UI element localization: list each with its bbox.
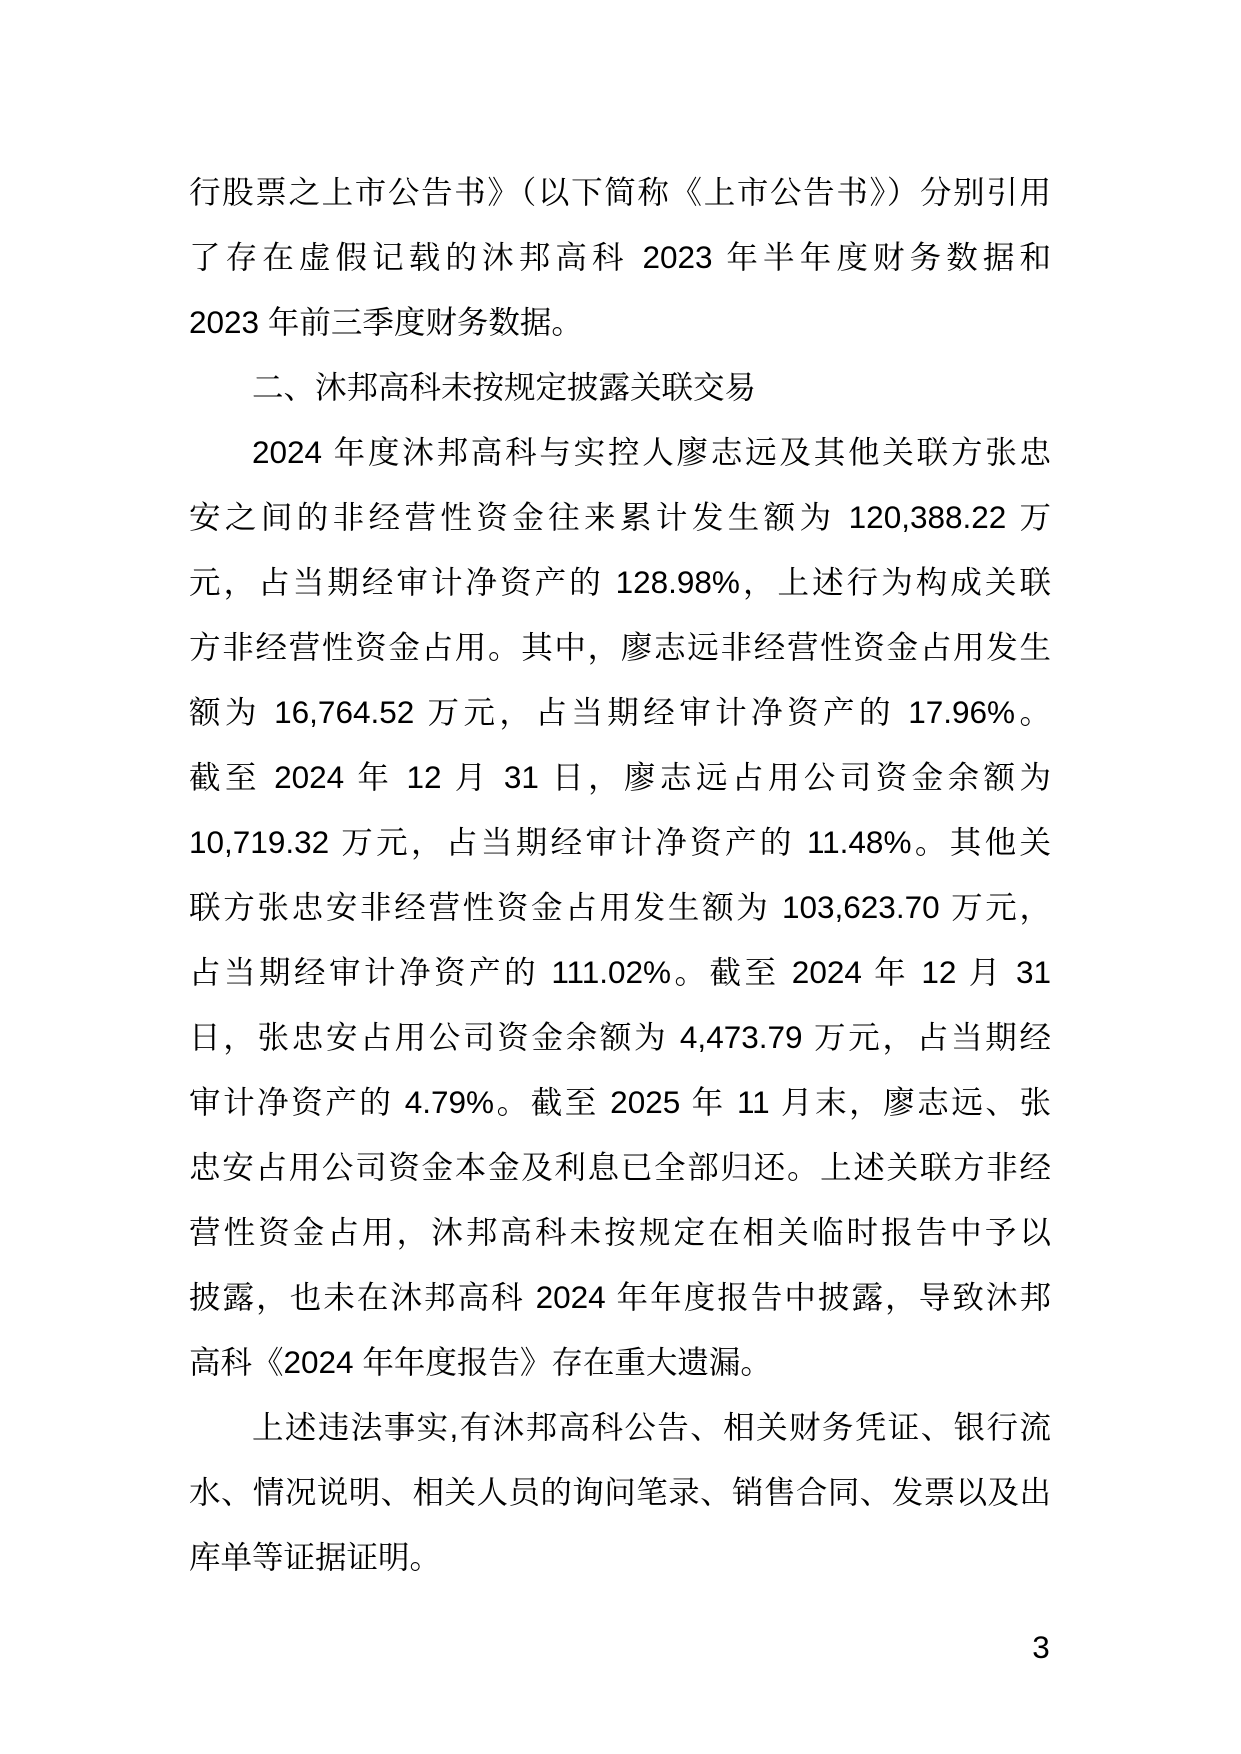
text-line: 额为 16,764.52 万元，占当期经审计净资产的 17.96%。 (189, 694, 1051, 730)
text-line: 联方张忠安非经营性资金占用发生额为 103,623.70 万元， (189, 889, 1051, 925)
text-line: 2023 年前三季度财务数据。 (189, 304, 583, 340)
text-line: 日，张忠安占用公司资金余额为 4,473.79 万元，占当期经 (189, 1019, 1051, 1055)
text-line: 了存在虚假记载的沐邦高科 2023 年半年度财务数据和 (189, 239, 1051, 275)
text-line: 营性资金占用，沐邦高科未按规定在相关临时报告中予以 (189, 1214, 1051, 1250)
text-line: 安之间的非经营性资金往来累计发生额为 120,388.22 万 (189, 499, 1051, 535)
text-line: 上述违法事实,有沐邦高科公告、相关财务凭证、银行流 (252, 1409, 1051, 1445)
text-line: 截至 2024 年 12 月 31 日，廖志远占用公司资金余额为 (189, 759, 1051, 795)
text-line: 水、情况说明、相关人员的询问笔录、销售合同、发票以及出 (189, 1474, 1051, 1510)
section-heading-line: 二、沐邦高科未按规定披露关联交易 (252, 369, 757, 405)
text-line: 审计净资产的 4.79%。截至 2025 年 11 月末，廖志远、张 (189, 1084, 1051, 1120)
text-line: 元，占当期经审计净资产的 128.98%，上述行为构成关联 (189, 564, 1051, 600)
page-number: 3 (1032, 1629, 1050, 1665)
text-line: 忠安占用公司资金本金及利息已全部归还。上述关联方非经 (189, 1149, 1051, 1185)
text-line: 披露，也未在沐邦高科 2024 年年度报告中披露，导致沐邦 (189, 1279, 1051, 1315)
text-line: 占当期经审计净资产的 111.02%。截至 2024 年 12 月 31 (189, 954, 1051, 990)
text-line: 2024 年度沐邦高科与实控人廖志远及其他关联方张忠 (252, 434, 1051, 470)
document-text-block (189, 160, 1051, 1590)
text-line: 方非经营性资金占用。其中，廖志远非经营性资金占用发生 (189, 629, 1051, 665)
text-line: 库单等证据证明。 (189, 1539, 442, 1575)
text-line: 行股票之上市公告书》（以下简称《上市公告书》）分别引用 (189, 174, 1051, 210)
text-line: 高科《2024 年年度报告》存在重大遗漏。 (189, 1344, 772, 1380)
text-line: 10,719.32 万元，占当期经审计净资产的 11.48%。其他关 (189, 824, 1051, 860)
